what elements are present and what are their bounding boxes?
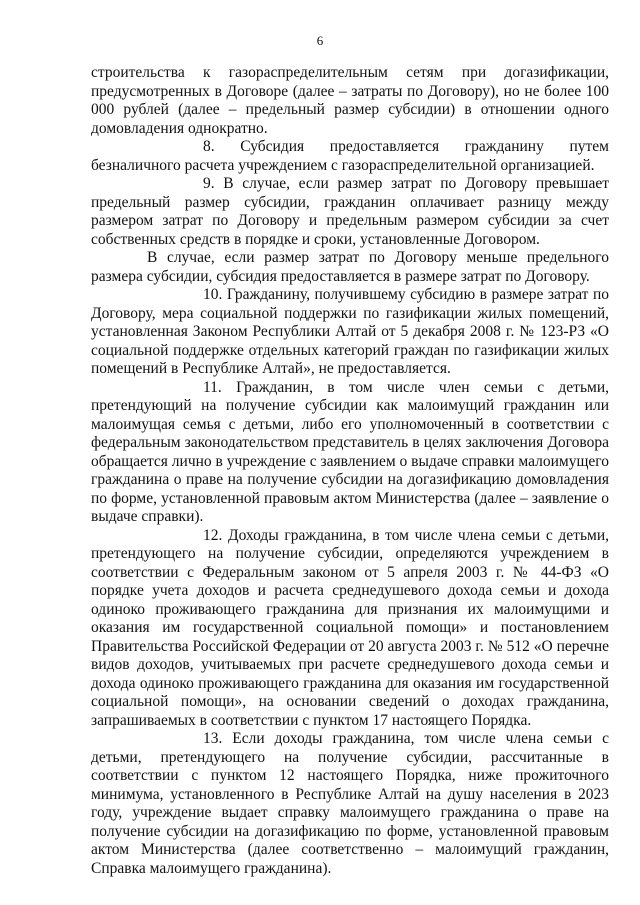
document-body — [91, 64, 609, 878]
paragraph-9 — [91, 175, 609, 249]
paragraph-text: Гражданин, в том числе член семьи с детьми, претендующий на получение субсидии как малоимущий гражданин или малоимущая семья с детьми, либо его уполномоченный в соответствии с федеральным законодательством представитель в целях заключения Договора обращается лично в учреждение с заявлением о выдаче справки малоимущего гражданина о праве на получение субсидии на догазификацию домовладения по форме, установленной правовым актом Министерства (далее – заявление о выдаче справки). — [91, 378, 609, 525]
paragraph-text: В случае, если размер затрат по Договору меньше предельного размера субсидии, субсидия предоставляется в размере затрат по Договору. — [91, 249, 609, 285]
paragraph-number: 8. — [203, 138, 215, 155]
paragraph-12 — [91, 527, 609, 731]
paragraph-continuation — [91, 64, 609, 138]
paragraph-number: 10. — [203, 286, 223, 303]
paragraph-number: 11. — [203, 378, 222, 396]
paragraph-13 — [91, 730, 609, 878]
paragraph-number: 13. — [203, 730, 223, 747]
paragraph-text: Гражданину, получившему субсидию в размере затрат по Договору, мера социальной поддержки по газификации жилых помещений, установленная Законом Республики Алтай от 5 декабря 2008 г. № 123-РЗ «О социальной поддержке отдельных категорий граждан по газификации жилых помещений в Республике Алтай», не предоставляется. — [91, 286, 610, 377]
paragraph-text: Если доходы гражданина, том числе члена семьи с детьми, претендующего на получение субсидии, рассчитанные в соответствии с пунктом 12 настоящего Порядка, ниже прожиточного минимума, установленного в Республике Алтай на душу населения в 2023 году, учреждение выдает справку малоимущего гражданина о праве на получение субсидии на догазификацию по форме, установленной правовым актом Министерства (далее соответственно – малоимущий гражданин, Справка малоимущего гражданина). — [91, 730, 609, 877]
paragraph-text: Доходы гражданина, в том числе члена семьи с детьми, претендующего на получение субсидии, определяются учреждением в соответствии с Федеральным законом от 5 апреля 2003 г. № 44-ФЗ «О порядке учета доходов и расчета среднедушевого дохода семьи и дохода одиноко проживающего гражданина для признания их малоимущими и оказания им государственной социальной помощи» и постановлением Правительства Российской Федерации от 20 августа 2003 г. № 512 «О перечне видов доходов, учитываемых при расчете среднедушевого дохода семьи и дохода одиноко проживающего гражданина для оказания им государственной социальной помощи», на основании сведений о доходах гражданина, запрашиваемых в соответствии с пунктом 17 настоящего Порядка. — [91, 526, 609, 729]
page-number: 6 — [316, 33, 324, 48]
paragraph-number: 12. — [203, 526, 223, 544]
paragraph-text: Субсидия предоставляется гражданину путем безналичного расчета учреждением с газораспределительной организацией. — [91, 138, 609, 174]
paragraph-9-continued — [91, 249, 609, 286]
paragraph-10 — [91, 286, 609, 379]
paragraph-11 — [91, 379, 609, 527]
paragraph-number: 9. — [203, 175, 215, 192]
paragraph-8 — [91, 138, 609, 175]
paragraph-text: В случае, если размер затрат по Договору превышает предельный размер субсидии, гражданин оплачивает разницу между размером затрат по Договору и предельным размером субсидии за счет собственных средств в порядке и сроки, установленные Договором. — [91, 175, 609, 248]
paragraph-text: строительства к газораспределительным сетям при догазификации, предусмотренных в Договоре (далее – затраты по Договору), но не более 100 000 рублей (далее – предельный размер субсидии) в отношении одного домовладения однократно. — [91, 64, 609, 137]
